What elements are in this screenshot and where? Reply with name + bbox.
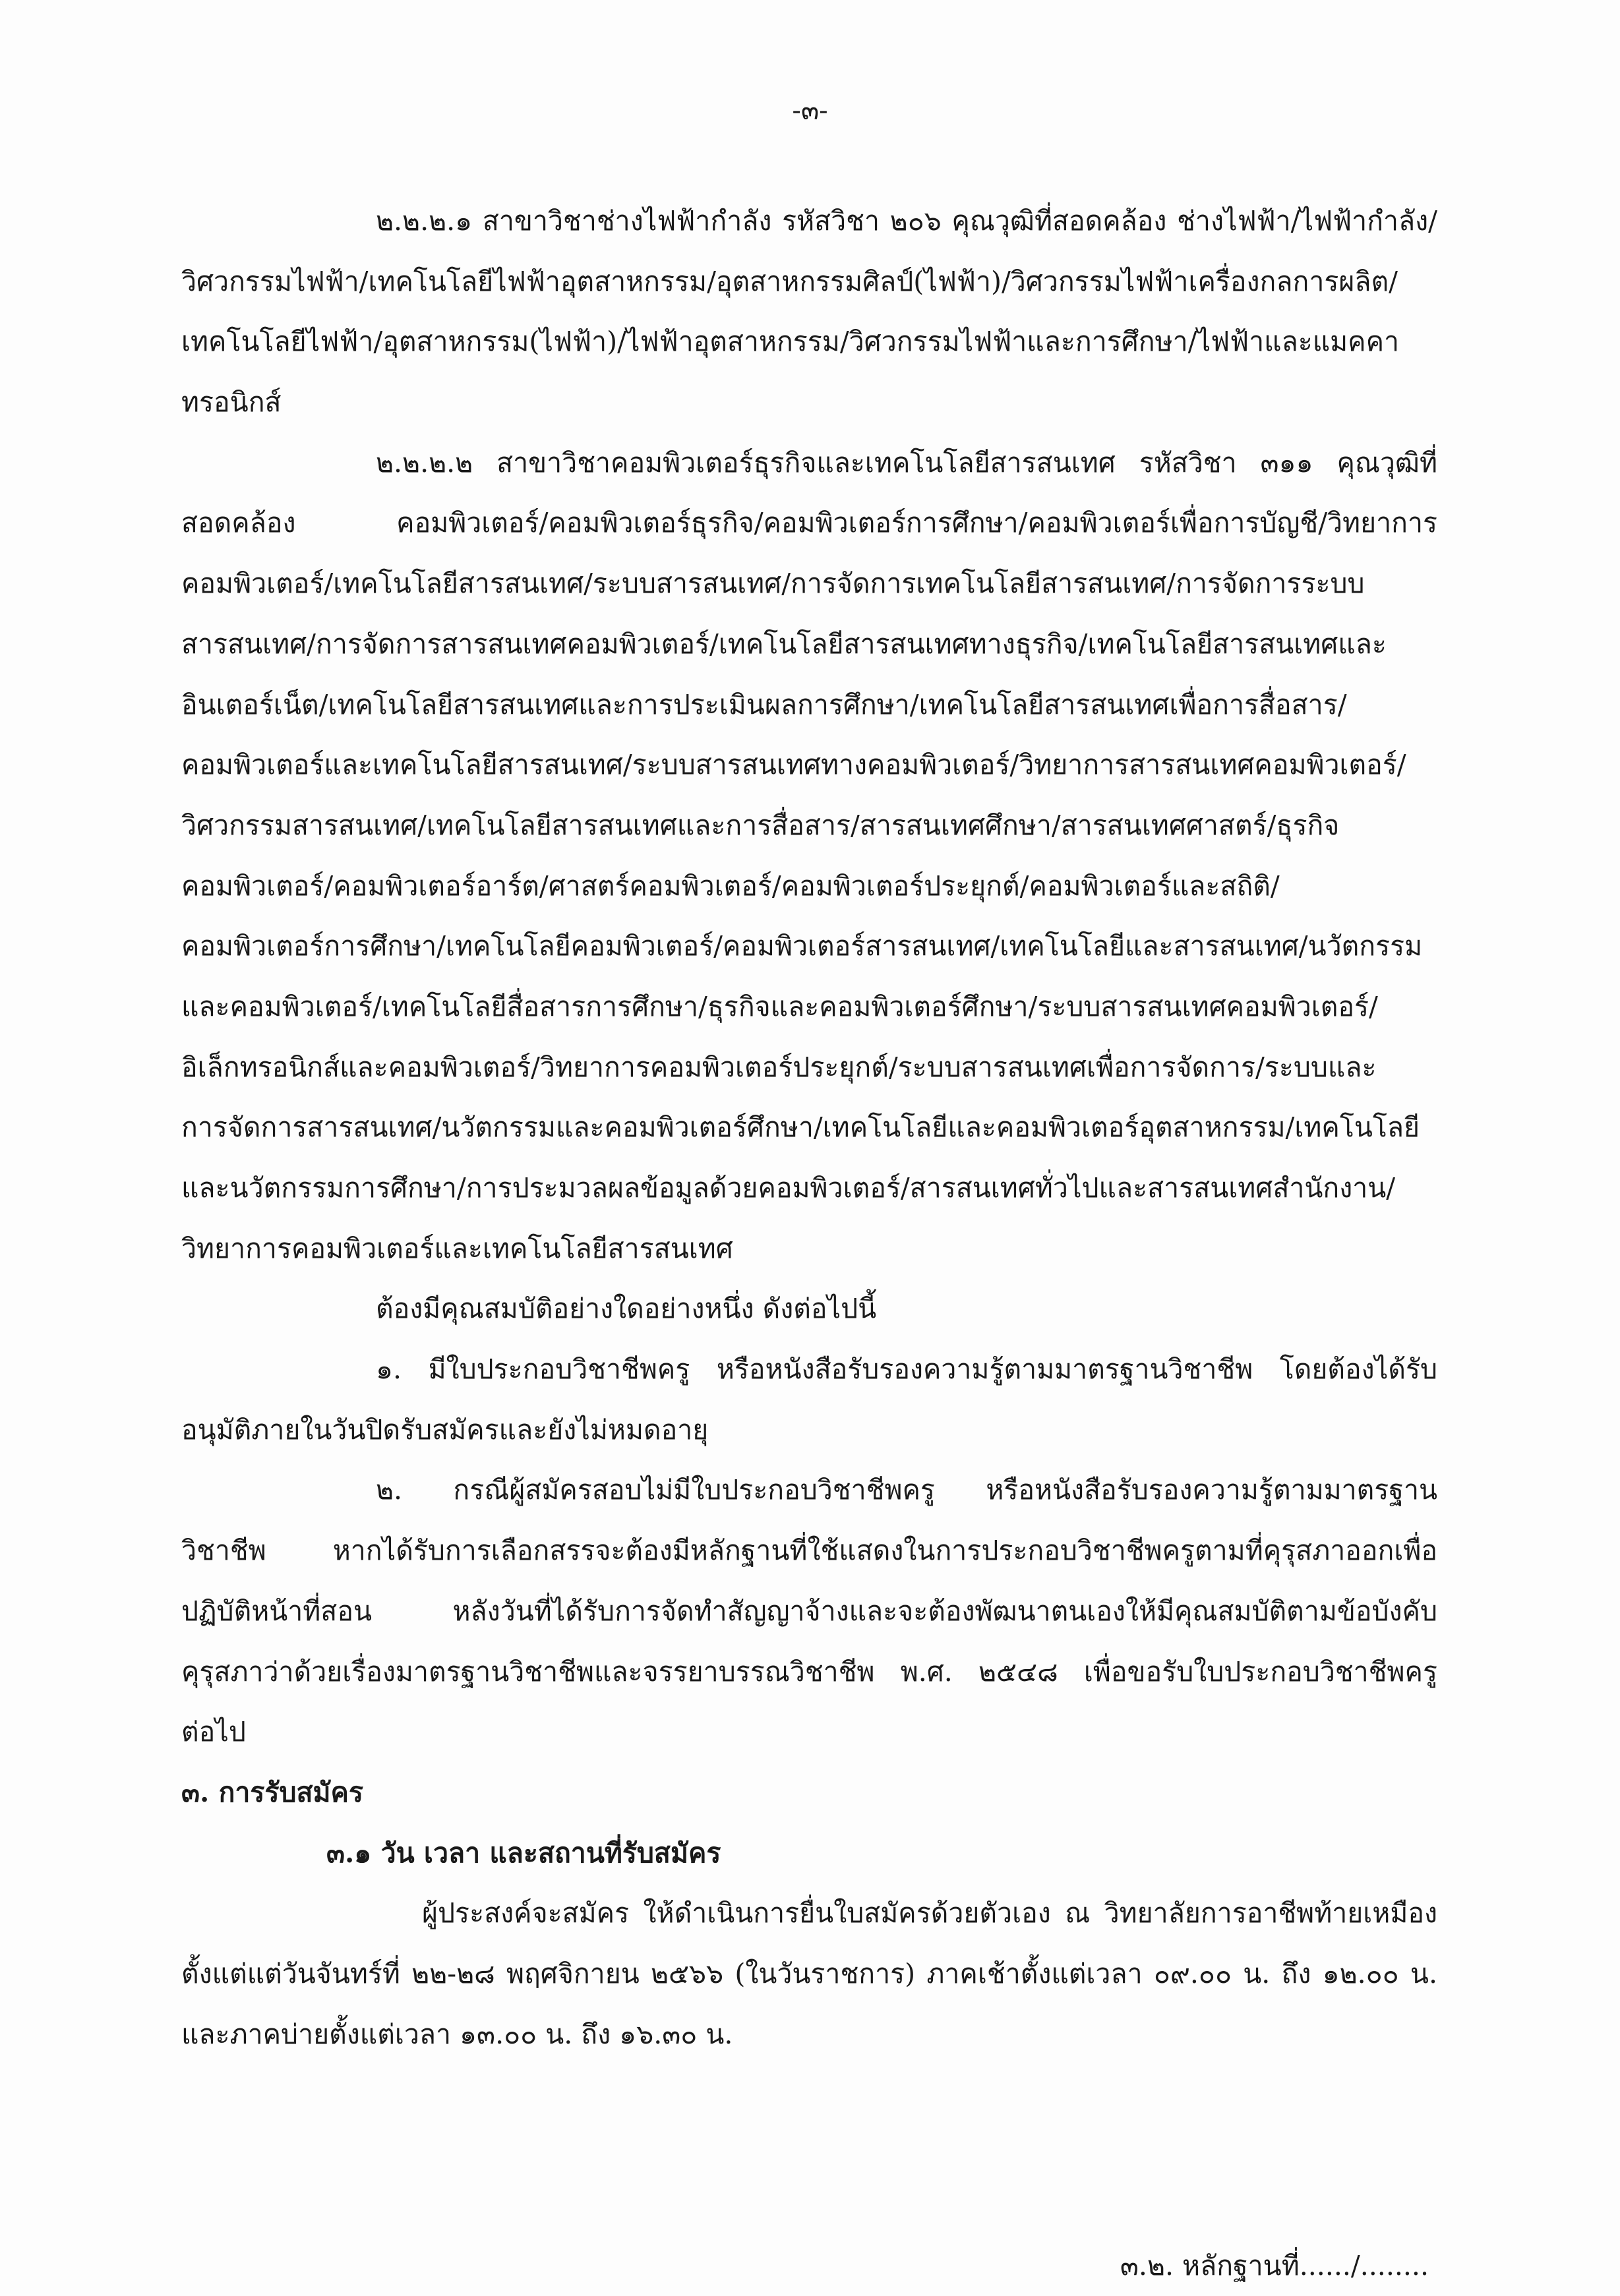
paragraph [181,1460,1437,1762]
text-line: ๒. กรณีผู้สมัครสอบไม่มีใบประกอบวิชาชีพครู หรือหนังสือรับรองความรู้ตามมาตรฐาน [376,1474,1437,1506]
text-line: วิทยาการคอมพิวเตอร์และเทคโนโลยีสารสนเทศ [181,1232,733,1264]
text-line: ปฏิบัติหน้าที่สอน หลังวันที่ได้รับการจัดทำสัญญาจ้างและจะต้องพัฒนาตนเองให้มีคุณสมบัติตามข้อบังคับ [181,1595,1437,1627]
text-line: คอมพิวเตอร์/เทคโนโลยีสารสนเทศ/ระบบสารสนเทศ/การจัดการเทคโนโลยีสารสนเทศ/การจัดการระบบ [181,568,1365,600]
paragraph [181,433,1437,1280]
text-line: อินเตอร์เน็ต/เทคโนโลยีสารสนเทศและการประเมินผลการศึกษา/เทคโนโลยีสารสนเทศเพื่อการสื่อสาร/ [181,688,1347,721]
text-line: วิศวกรรมไฟฟ้า/เทคโนโลยีไฟฟ้าอุตสาหกรรม/อุตสาหกรรมศิลป์(ไฟฟ้า)/วิศวกรรมไฟฟ้าเครื่องกลการผลิต/ [181,265,1398,297]
text-line: คุรุสภาว่าด้วยเรื่องมาตรฐานวิชาชีพและจรรยาบรรณวิชาชีพ พ.ศ. ๒๕๔๘ เพื่อขอรับใบประกอบวิชาชีพครู [181,1655,1437,1688]
text-line: สารสนเทศ/การจัดการสารสนเทศคอมพิวเตอร์/เทคโนโลยีสารสนเทศทางธุรกิจ/เทคโนโลยีสารสนเทศและ [181,628,1387,660]
text-line: การจัดการสารสนเทศ/นวัตกรรมและคอมพิวเตอร์ศึกษา/เทคโนโลยีและคอมพิวเตอร์อุตสาหกรรม/เทคโนโลยี [181,1111,1420,1144]
text-line: ผู้ประสงค์จะสมัคร ให้ดำเนินการยื่นใบสมัครด้วยตัวเอง ณ วิทยาลัยการอาชีพท้ายเหมือง [422,1897,1437,1929]
text-line: คอมพิวเตอร์การศึกษา/เทคโนโลยีคอมพิวเตอร์/คอมพิวเตอร์สารสนเทศ/เทคโนโลยีและสารสนเทศ/นวัตกรรม [181,930,1423,962]
section-heading [181,1823,1437,1884]
page-number: -๓- [792,96,828,126]
text-line: ๑. มีใบประกอบวิชาชีพครู หรือหนังสือรับรองความรู้ตามมาตรฐานวิชาชีพ โดยต้องได้รับ [376,1353,1437,1386]
text-line: วิชาชีพ หากได้รับการเลือกสรรจะต้องมีหลักฐานที่ใช้แสดงในการประกอบวิชาชีพครูตามที่คุรุสภาออกเพื่อ [181,1535,1437,1567]
text-line: เทคโนโลยีไฟฟ้า/อุตสาหกรรม(ไฟฟ้า)/ไฟฟ้าอุตสาหกรรม/วิศวกรรมไฟฟ้าและการศึกษา/ไฟฟ้าและแมคคา [181,326,1400,358]
text-line: ทรอนิกส์ [181,386,282,419]
paragraph [181,1339,1437,1460]
paragraph [181,1883,1437,2065]
paragraph [181,1279,1437,1339]
continuation-reference: ๓.๒. หลักฐานที่....../........ [1120,2250,1429,2281]
text-line: วิศวกรรมสารสนเทศ/เทคโนโลยีสารสนเทศและการสื่อสาร/สารสนเทศศึกษา/สารสนเทศศาสตร์/ธุรกิจ [181,809,1340,841]
text-line: ตั้งแต่แต่วันจันทร์ที่ ๒๒-๒๘ พฤศจิกายน ๒๕๖๖ (ในวันราชการ) ภาคเช้าตั้งแต่เวลา ๐๙.๐๐ น. ถึง ๑๒.๐๐ น. [181,1957,1437,1989]
paragraph [181,191,1437,433]
text-line: คอมพิวเตอร์/คอมพิวเตอร์อาร์ต/ศาสตร์คอมพิวเตอร์/คอมพิวเตอร์ประยุกต์/คอมพิวเตอร์และสถิติ/ [181,869,1280,902]
text-line: ๒.๒.๒.๑ สาขาวิชาช่างไฟฟ้ากำลัง รหัสวิชา ๒๐๖ คุณวุฒิที่สอดคล้อง ช่างไฟฟ้า/ไฟฟ้ากำลัง/ [376,205,1437,237]
document-body [181,191,1437,2065]
text-line: คอมพิวเตอร์และเทคโนโลยีสารสนเทศ/ระบบสารสนเทศทางคอมพิวเตอร์/วิทยาการสารสนเทศคอมพิวเตอร์/ [181,749,1406,781]
text-line: ต่อไป [181,1716,246,1748]
text-line: และนวัตกรรมการศึกษา/การประมวลผลข้อมูลด้วยคอมพิวเตอร์/สารสนเทศทั่วไปและสารสนเทศสำนักงาน/ [181,1172,1396,1204]
section-heading [181,1763,1437,1823]
text-line: อิเล็กทรอนิกส์และคอมพิวเตอร์/วิทยาการคอมพิวเตอร์ประยุกต์/ระบบสารสนเทศเพื่อการจัดการ/ระบบและ [181,1051,1377,1083]
text-line: ต้องมีคุณสมบัติอย่างใดอย่างหนึ่ง ดังต่อไปนี้ [376,1293,877,1325]
text-line: ๓.๑ วัน เวลา และสถานที่รับสมัคร [326,1837,721,1869]
text-line: อนุมัติภายในวันปิดรับสมัครและยังไม่หมดอายุ [181,1413,709,1446]
text-line: ๒.๒.๒.๒ สาขาวิชาคอมพิวเตอร์ธุรกิจและเทคโนโลยีสารสนเทศ รหัสวิชา ๓๑๑ คุณวุฒิที่ [376,446,1437,479]
text-line: ๓. การรับสมัคร [181,1776,363,1808]
text-line: สอดคล้อง คอมพิวเตอร์/คอมพิวเตอร์ธุรกิจ/คอมพิวเตอร์การศึกษา/คอมพิวเตอร์เพื่อการบัญชี/วิทยาการ [181,507,1437,539]
text-line: และภาคบ่ายตั้งแต่เวลา ๑๓.๐๐ น. ถึง ๑๖.๓๐ น. [181,2018,733,2050]
text-line: และคอมพิวเตอร์/เทคโนโลยีสื่อสารการศึกษา/ธุรกิจและคอมพิวเตอร์ศึกษา/ระบบสารสนเทศคอมพิวเตอร์/ [181,990,1378,1022]
